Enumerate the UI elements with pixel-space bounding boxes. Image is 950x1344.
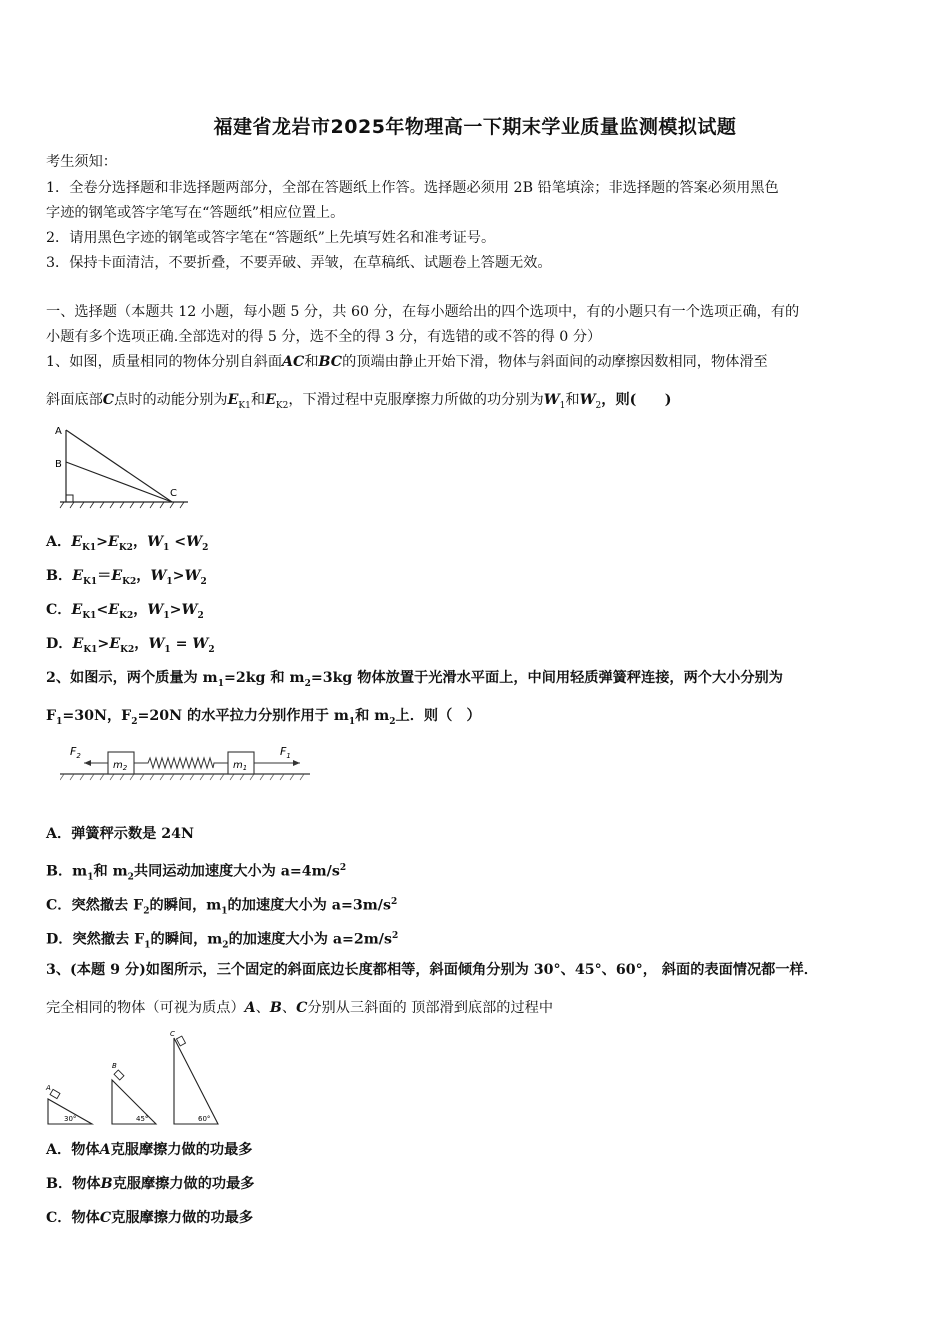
q1-incline-figure: [50, 422, 200, 512]
section-intro-1: 一、选择题（本题共 12 小题，每小题 5 分，共 60 分，在每小题给出的四个选项中，有的小题只有一个选项正确，有的: [46, 304, 800, 320]
q3-stem-line-1: 3、(本题 9 分)如图所示，三个固定的斜面底边长度都相等，斜面倾角分别为 30°、45°、60°， 斜面的表面情况都一样．: [46, 962, 818, 978]
fig-label-c: C: [170, 488, 177, 499]
q1-option-d: D．$E_{K1}>E_{K2}$，$W_1 = W_2$: [46, 636, 215, 655]
q2-spring-figure: [60, 740, 320, 784]
q1-option-c: C．$E_{K1}<E_{K2}$，$W_1>W_2$: [46, 602, 204, 621]
q1-stem-line-1: 1、如图，质量相同的物体分别自斜面AC和BC的顶端由静止开始下滑，物体与斜面间的动摩擦因数相同，物体滑至: [46, 354, 768, 370]
fig-label-b: B: [55, 459, 62, 470]
incline-a-label: A: [46, 1084, 51, 1092]
q2-option-d: D．突然撤去 $F_1$的瞬间，$m_2$的加速度大小为 $a=2m/s^2$: [46, 931, 399, 951]
q2-option-c: C．突然撤去 $F_2$的瞬间，$m_1$的加速度大小为 $a=3m/s^2$: [46, 897, 398, 917]
incline-b-label: B: [112, 1062, 117, 1070]
q3-option-c: C．物体C克服摩擦力做的功最多: [46, 1210, 254, 1226]
angle-45-label: 45°: [136, 1115, 149, 1123]
notice-heading: 考生须知：: [46, 154, 117, 170]
q3-stem-line-2: 完全相同的物体（可视为质点）A、B、C分别从三斜面的 顶部滑到底部的过程中: [46, 1000, 554, 1016]
angle-30-label: 30°: [64, 1115, 77, 1123]
incline-c-label: C: [170, 1030, 175, 1038]
q2-option-b: B．$m_1$和 $m_2$共同运动加速度大小为 $a=4m/s^2$: [46, 863, 347, 883]
q1-option-b: B．$E_{K1}=E_{K2}$，$W_1>W_2$: [46, 568, 207, 587]
q3-option-b: B．物体B克服摩擦力做的功最多: [46, 1176, 255, 1192]
force-label-f1: $F_1$: [280, 745, 291, 760]
q3-three-inclines-figure: [40, 1028, 230, 1128]
fig-label-a: A: [55, 426, 62, 437]
q2-stem-line-1: 2、如图示，两个质量为 $m_1=2kg$ 和 $m_2=3kg$ 物体放置于光滑水平面上，中间用轻质弹簧秤连接，两个大小分别为: [46, 670, 783, 689]
q1-stem-line-2: 斜面底部C点时的动能分别为$E_{K1}$和$E_{K2}$，下滑过程中克服摩擦力所做的功分别为$W_1$和$W_2$，则( ): [46, 392, 672, 411]
q2-stem-line-2: $F_1=30N$，$F_2=20N$ 的水平拉力分别作用于 $m_1$和 $m_2$上．则（ ）: [46, 708, 481, 727]
notice-item-2: 2．请用黑色字迹的钢笔或答字笔在“答题纸”上先填写姓名和准考证号。: [46, 230, 496, 246]
angle-60-label: 60°: [198, 1115, 211, 1123]
mass-label-m2: $m_2$: [113, 760, 128, 772]
section-intro-2: 小题有多个选项正确.全部选对的得 5 分，选不全的得 3 分，有选错的或不答的得 0 分）: [46, 329, 602, 345]
notice-item-1a: 1．全卷分选择题和非选择题两部分，全部在答题纸上作答。选择题必须用 2B 铅笔填涂；非选择题的答案必须用黑色: [46, 180, 779, 196]
q2-option-a: A．弹簧秤示数是 24N: [46, 826, 194, 842]
force-label-f2: $F_2$: [70, 745, 81, 760]
page-title: 福建省龙岩市2025年物理高一下期末学业质量监测模拟试题: [213, 116, 737, 138]
q1-option-a: A．$E_{K1}>E_{K2}$，$W_1 <W_2$: [46, 534, 209, 553]
mass-label-m1: $m_1$: [233, 760, 248, 772]
q3-option-a: A．物体A克服摩擦力做的功最多: [46, 1142, 253, 1158]
notice-item-3: 3．保持卡面清洁，不要折叠，不要弄破、弄皱，在草稿纸、试题卷上答题无效。: [46, 255, 552, 271]
notice-item-1b: 字迹的钢笔或答字笔写在“答题纸”相应位置上。: [46, 205, 345, 221]
